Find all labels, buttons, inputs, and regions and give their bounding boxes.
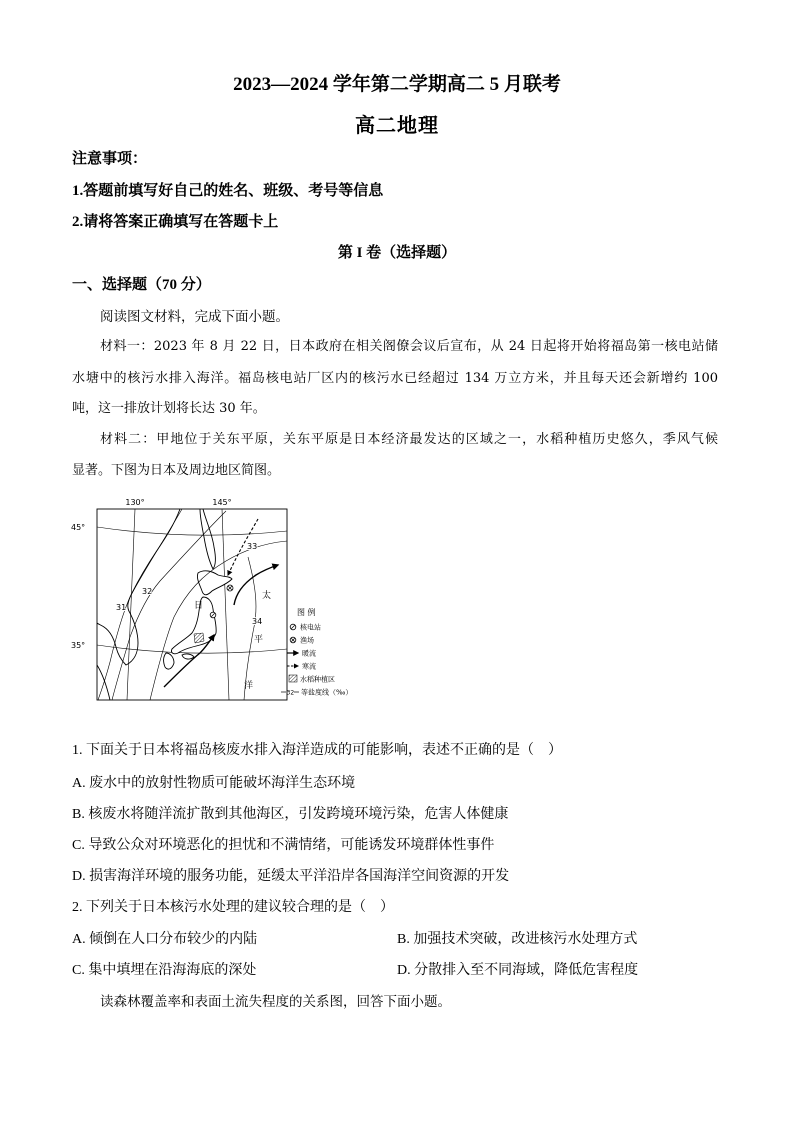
- next-reading-instruction: 读森林覆盖率和表面土流失程度的关系图，回答下面小题。: [100, 994, 451, 1010]
- legend-item-warm-current: [287, 649, 316, 658]
- question-stem: 2. 下列关于日本核污水处理的建议较合理的是（ ）: [72, 900, 394, 915]
- isohaline-label: 34: [252, 617, 263, 626]
- rice-area-hatch-icon: [289, 675, 297, 682]
- legend-label: 核电站: [300, 623, 321, 632]
- legend-item-nuclear-plant: [290, 623, 321, 632]
- longitude-label: 145°: [212, 498, 232, 507]
- notice-item: 1.答题前填写好自己的姓名、班级、考号等信息: [72, 183, 384, 199]
- exam-title: 2023—2024 学年第二学期高二 5 月联考: [233, 74, 561, 95]
- place-label-ocean: 太: [262, 591, 272, 601]
- japan-region-map: [70, 495, 360, 705]
- question-option: B. 加强技术突破，改进核污水处理方式: [397, 932, 638, 947]
- question-option: A. 废水中的放射性物质可能破坏海洋生态环境: [72, 776, 356, 791]
- question-option: A. 倾倒在人口分布较少的内陆: [72, 932, 258, 947]
- fishery-icon: [227, 585, 233, 591]
- legend-label: 等盐度线（‰）: [301, 688, 353, 697]
- legend-isohaline-sample: 32: [286, 689, 295, 697]
- volume-title: 第 I 卷（选择题）: [337, 245, 457, 261]
- material-1-line: 吨，这一排放计划将长达 30 年。: [72, 401, 266, 416]
- question-option: C. 导致公众对环境恶化的担忧和不满情绪，可能诱发环境群体性事件: [72, 838, 495, 853]
- place-label-ocean: 平: [254, 635, 264, 645]
- material-1-line: 水塘中的核污水排入海洋。福岛核电站厂区内的核污水已经超过 134 万立方米，并且每天还会新增约 100: [72, 371, 718, 386]
- legend-label: 水稻种植区: [300, 675, 335, 684]
- material-2-line: 材料二：甲地位于关东平原，关东平原是日本经济最发达的区域之一，水稻种植历史悠久，季风气候: [100, 432, 718, 447]
- question-option: B. 核废水将随洋流扩散到其他海区，引发跨境环境污染，危害人体健康: [72, 807, 509, 822]
- map-area: [71, 498, 287, 700]
- legend-item-isohaline: [281, 688, 352, 697]
- material-1-line: 材料一：2023 年 8 月 22 日，日本政府在相关阁僚会议后宣布，从 24 日起将开始将福岛第一核电站储: [100, 339, 718, 354]
- legend-item-rice-area: [289, 675, 335, 684]
- material-2-line: 显著。下图为日本及周边地区简图。: [72, 463, 281, 478]
- legend-label: 渔场: [300, 636, 314, 645]
- isohaline-label: 32: [142, 587, 153, 596]
- question-option: D. 分散排入至不同海域，降低危害程度: [397, 963, 639, 978]
- exam-subject: 高二地理: [355, 115, 439, 137]
- fishery-icon: [290, 637, 296, 643]
- rice-area-hatch: [194, 633, 204, 643]
- isohaline-label: 31: [116, 603, 127, 612]
- latitude-label: 35°: [71, 641, 86, 650]
- question-option: D. 损害海洋环境的服务功能，延缓太平洋沿岸各国海洋空间资源的开发: [72, 869, 510, 884]
- longitude-label: 130°: [125, 498, 145, 507]
- legend-title: 图 例: [297, 608, 316, 617]
- map-legend: [281, 607, 352, 697]
- nuclear-plant-icon: [210, 612, 216, 618]
- place-label-japan: 日: [194, 601, 204, 611]
- question-stem: 1. 下面关于日本将福岛核废水排入海洋造成的可能影响，表述不正确的是（ ）: [72, 743, 562, 758]
- latitude-label: 45°: [71, 523, 86, 532]
- isohaline-label: 33: [247, 542, 258, 551]
- question-option: C. 集中填埋在沿海海底的深处: [72, 963, 257, 978]
- reading-instruction: 阅读图文材料，完成下面小题。: [100, 309, 289, 325]
- legend-label: 暖流: [302, 649, 316, 658]
- legend-item-cold-current: [287, 662, 316, 671]
- place-label-ocean: 洋: [244, 681, 254, 691]
- section-title: 一、选择题（70 分）: [72, 277, 211, 293]
- legend-label: 寒流: [302, 662, 316, 671]
- legend-item-fishery: [290, 636, 314, 645]
- nuclear-plant-icon: [290, 624, 296, 630]
- notice-heading: 注意事项：: [72, 151, 148, 167]
- notice-item: 2.请将答案正确填写在答题卡上: [72, 214, 279, 230]
